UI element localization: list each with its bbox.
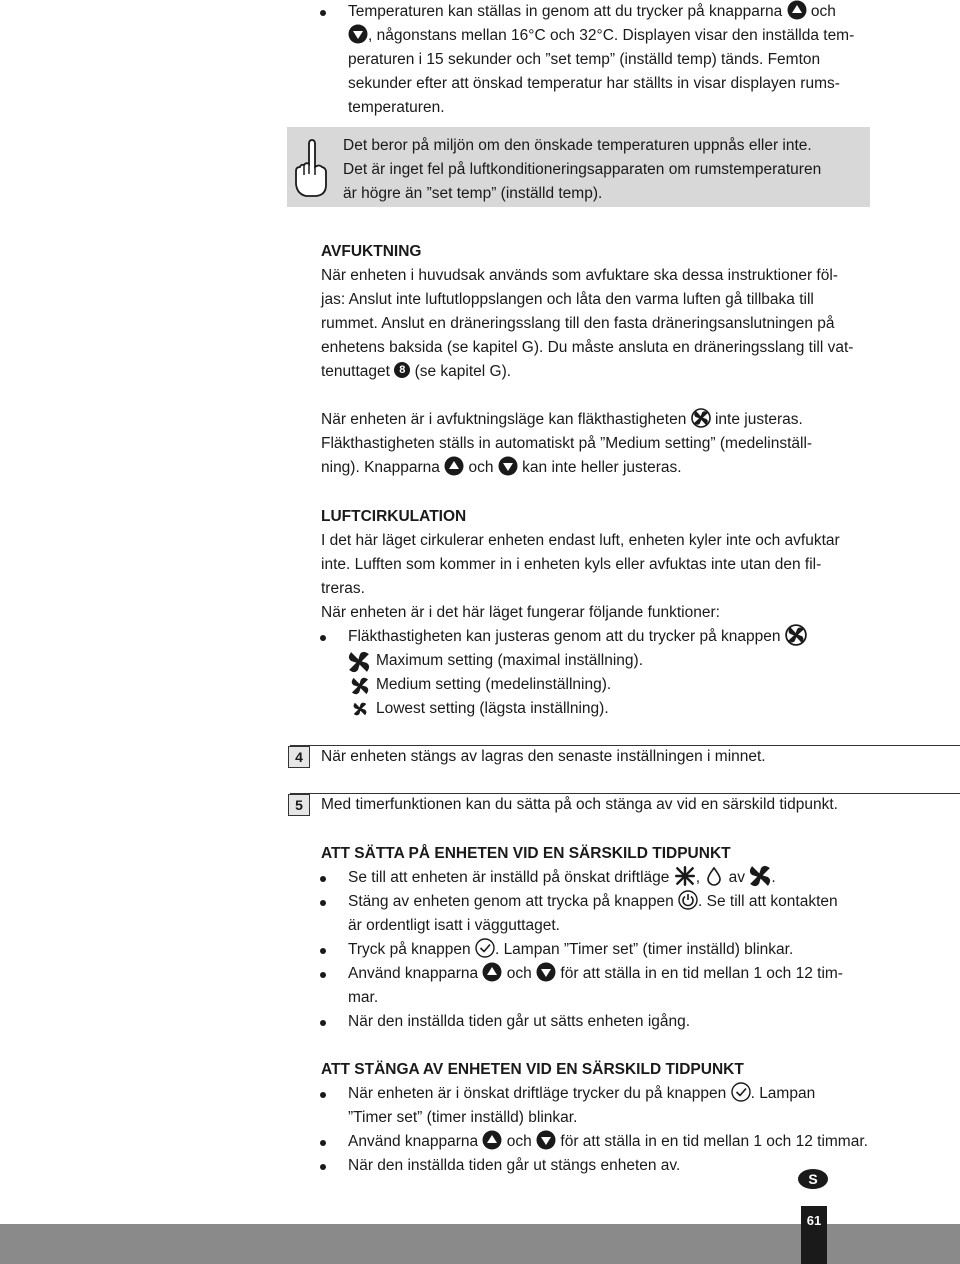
text-line: ”Timer set” (timer inställd) blinkar. (348, 1109, 578, 1126)
language-badge: S (798, 1169, 828, 1189)
text-line: treras. (321, 580, 365, 597)
text-line: Använd knapparna och för att ställa in en tid mellan 1 och 12 tim- (348, 962, 843, 986)
text-line: tenuttaget 8 (se kapitel G). (321, 363, 512, 380)
page-number: 61 (801, 1206, 827, 1264)
text-line: När enheten är i önskat driftläge trycker du på knappen . Lampan (348, 1082, 815, 1106)
bullet-dot (320, 1092, 326, 1098)
speed-label: Maximum setting (maximal inställning). (376, 652, 644, 669)
pointing-hand-icon (292, 137, 330, 199)
text-line: , någonstans mellan 16°C och 32°C. Displayen visar den inställda tem- (348, 24, 854, 48)
note-line: Det är inget fel på luftkonditioneringsapparaten om rumstemperaturen (343, 161, 822, 178)
up-arrow-icon (482, 1130, 502, 1150)
text-line: sekunder efter att önskad temperatur har ställts in visar displayen rums- (348, 75, 840, 92)
cool-mode-icon (674, 865, 696, 887)
down-arrow-icon (536, 1130, 556, 1150)
bullet-dot (320, 900, 326, 906)
text-line: När den inställda tiden går ut stängs enheten av. (348, 1157, 681, 1174)
speed-label: Medium setting (medelinställning). (376, 676, 612, 693)
fan-icon (691, 408, 711, 428)
text-line: Temperaturen kan ställas in genom att du trycker på knapparna och (348, 0, 836, 24)
section-heading: ATT STÄNGA AV ENHETEN VID EN SÄRSKILD TIDPUNKT (321, 1061, 744, 1078)
number-badge: 8 (394, 362, 410, 378)
step-number: 4 (288, 746, 310, 768)
text-line: jas: Anslut inte luftutloppslangen och låta den varma luften gå tillbaka till (321, 291, 814, 308)
bullet-dot (320, 635, 326, 641)
text-line: När enheten i huvudsak används som avfuktare ska dessa instruktioner föl- (321, 267, 838, 284)
section-heading: AVFUKTNING (321, 243, 422, 260)
step-text: När enheten stängs av lagras den senaste inställningen i minnet. (321, 748, 766, 765)
step-number: 5 (288, 794, 310, 816)
text-line: mar. (348, 989, 379, 1006)
text-line: rummet. Anslut en dräneringsslang till den fasta dräneringsanslutningen på (321, 315, 835, 332)
down-arrow-icon (348, 24, 368, 44)
fan-icon (785, 624, 807, 646)
section-heading: ATT SÄTTA PÅ ENHETEN VID EN SÄRSKILD TIDPUNKT (321, 845, 731, 862)
text-line: Se till att enheten är inställd på önskat driftläge , av . (348, 866, 776, 890)
up-arrow-icon (444, 456, 464, 476)
text-line: När enheten är i det här läget fungerar följande funktioner: (321, 604, 720, 621)
text-line: enhetens baksida (se kapitel G). Du måste ansluta en dräneringsslang till vat- (321, 339, 854, 356)
dehumidify-icon (704, 866, 724, 886)
text-line: Fläkthastigheten kan justeras genom att du trycker på knappen (348, 625, 807, 649)
up-arrow-icon (482, 962, 502, 982)
text-line: ning). Knapparna och kan inte heller justeras. (321, 456, 682, 480)
text-line: Fläkthastigheten ställs in automatiskt på ”Medium setting” (medelinställ- (321, 435, 813, 452)
text-line: När den inställda tiden går ut sätts enheten igång. (348, 1013, 691, 1030)
speed-label: Lowest setting (lägsta inställning). (376, 700, 609, 717)
timer-icon (475, 938, 495, 958)
text-line: temperaturen. (348, 99, 445, 116)
text-line: I det här läget cirkulerar enheten endast luft, enheten kyler inte och avfuktar (321, 532, 840, 549)
text-line: är ordentligt isatt i vägguttaget. (348, 917, 560, 934)
fan-medium-icon (351, 677, 369, 695)
bullet-dot (320, 1140, 326, 1146)
bullet-dot (320, 948, 326, 954)
text-line: När enheten är i avfuktningsläge kan fläkthastigheten inte justeras. (321, 408, 803, 432)
power-icon (678, 890, 698, 910)
fan-max-icon (348, 651, 370, 673)
bullet-dot (320, 972, 326, 978)
fan-icon (749, 865, 771, 887)
bullet-dot (320, 876, 326, 882)
bullet-dot (320, 1164, 326, 1170)
up-arrow-icon (787, 0, 807, 20)
bullet-dot (320, 10, 326, 16)
text-line: peraturen i 15 sekunder och ”set temp” (inställd temp) tänds. Femton (348, 51, 821, 68)
text-line: Använd knapparna och för att ställa in en tid mellan 1 och 12 timmar. (348, 1130, 868, 1154)
section-heading: LUFTCIRKULATION (321, 508, 467, 525)
fan-low-icon (353, 702, 367, 716)
note-line: Det beror på miljön om den önskade temperaturen uppnås eller inte. (343, 137, 812, 154)
text-line: Tryck på knappen . Lampan ”Timer set” (timer inställd) blinkar. (348, 938, 793, 962)
down-arrow-icon (536, 962, 556, 982)
timer-icon (731, 1082, 751, 1102)
text-line: inte. Lufften som kommer in i enheten kyls eller avfuktas inte utan den fil- (321, 556, 822, 573)
note-line: är högre än ”set temp” (inställd temp). (343, 185, 603, 202)
bullet-dot (320, 1020, 326, 1026)
text-line: Stäng av enheten genom att trycka på knappen . Se till att kontakten (348, 890, 838, 914)
step-text: Med timerfunktionen kan du sätta på och stänga av vid en särskild tidpunkt. (321, 796, 838, 813)
down-arrow-icon (498, 456, 518, 476)
